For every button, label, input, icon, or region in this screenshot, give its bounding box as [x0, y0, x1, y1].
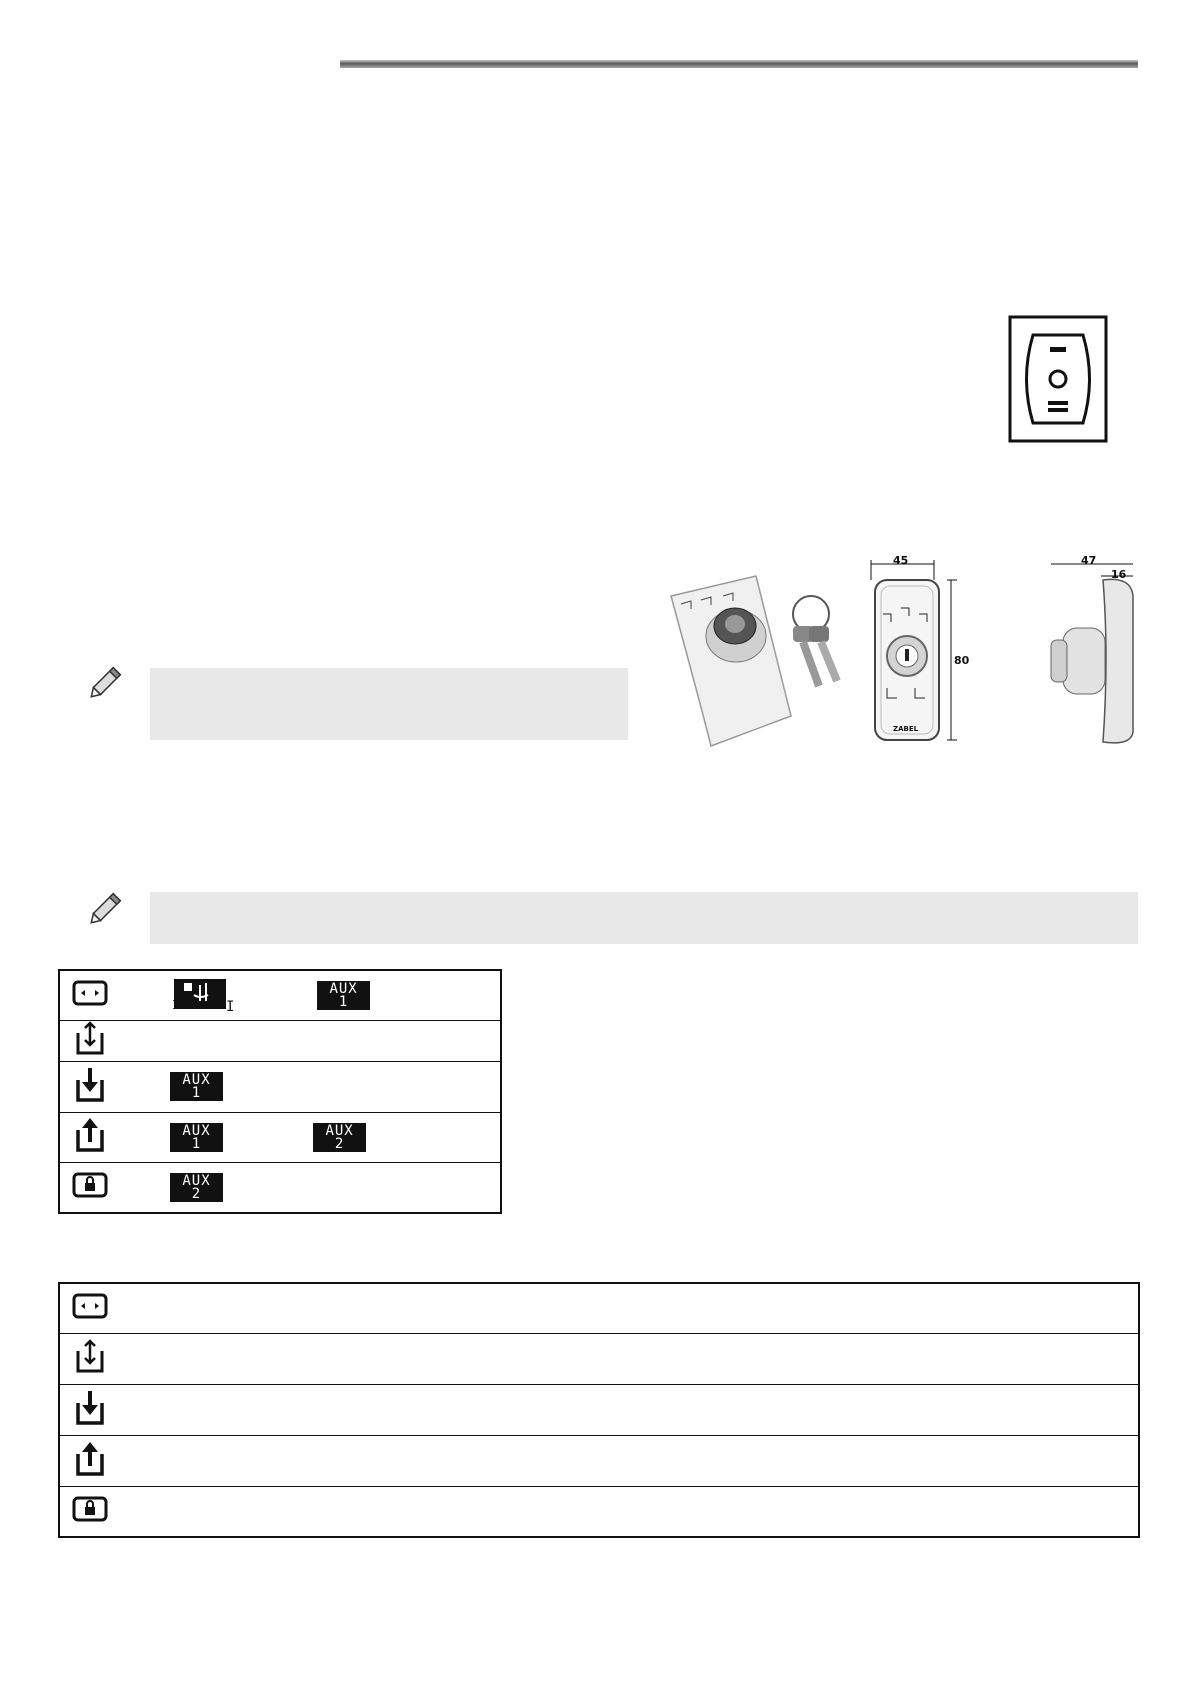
table-row [59, 1486, 1139, 1537]
dim-width: 45 [893, 554, 909, 567]
partial-open-mode-icon [70, 1339, 110, 1375]
open-mode-icon [70, 1440, 110, 1478]
aux1-display: AUX 1 [317, 981, 370, 1010]
selector-switch-perspective [671, 576, 791, 746]
table-row [59, 1162, 501, 1213]
table-row [59, 1283, 1139, 1333]
table-row [59, 1435, 1139, 1486]
table-row [59, 1112, 501, 1162]
note-pencil-icon [84, 890, 124, 934]
locked-mode-icon [70, 1494, 110, 1524]
aux2-display: AUX 2 [313, 1123, 366, 1152]
side-view [1051, 564, 1133, 743]
aux2-display: AUX 2 [170, 1173, 223, 1202]
mode-table-full [58, 1282, 1140, 1538]
open-mode-icon [70, 1116, 110, 1154]
partial-open-mode-icon [70, 1021, 110, 1057]
mode-table-aux [58, 969, 502, 1214]
exit-only-mode-icon [70, 1066, 110, 1104]
locked-mode-icon [70, 1170, 110, 1200]
svg-text:I: I [172, 998, 180, 1012]
exit-only-mode-icon [70, 1389, 110, 1427]
note-pencil-icon [84, 664, 124, 708]
dim-height: 80 [954, 654, 970, 667]
svg-text:I: I [226, 999, 234, 1012]
header-rule [340, 60, 1138, 68]
unlocked-mode-icon [70, 1291, 110, 1321]
brand-label: ZABEL [893, 725, 919, 733]
mode-selector-symbol-icon [1008, 315, 1108, 443]
table-row [59, 1020, 501, 1061]
table-row [59, 1333, 1139, 1384]
aux1-display: AUX 1 [170, 1123, 223, 1152]
table-row [59, 970, 501, 1020]
front-view [871, 560, 957, 740]
note-box [150, 668, 628, 740]
dim-panel-depth: 16 [1111, 568, 1127, 581]
dim-depth: 47 [1081, 554, 1097, 567]
unlocked-mode-icon [70, 978, 110, 1008]
aux1-display: AUX 1 [170, 1072, 223, 1101]
table-row [59, 1384, 1139, 1435]
note-box [150, 892, 1138, 944]
product-figure [661, 556, 1139, 750]
table-row [59, 1061, 501, 1112]
ioni-display-icon [170, 979, 234, 1011]
keys [793, 596, 837, 686]
